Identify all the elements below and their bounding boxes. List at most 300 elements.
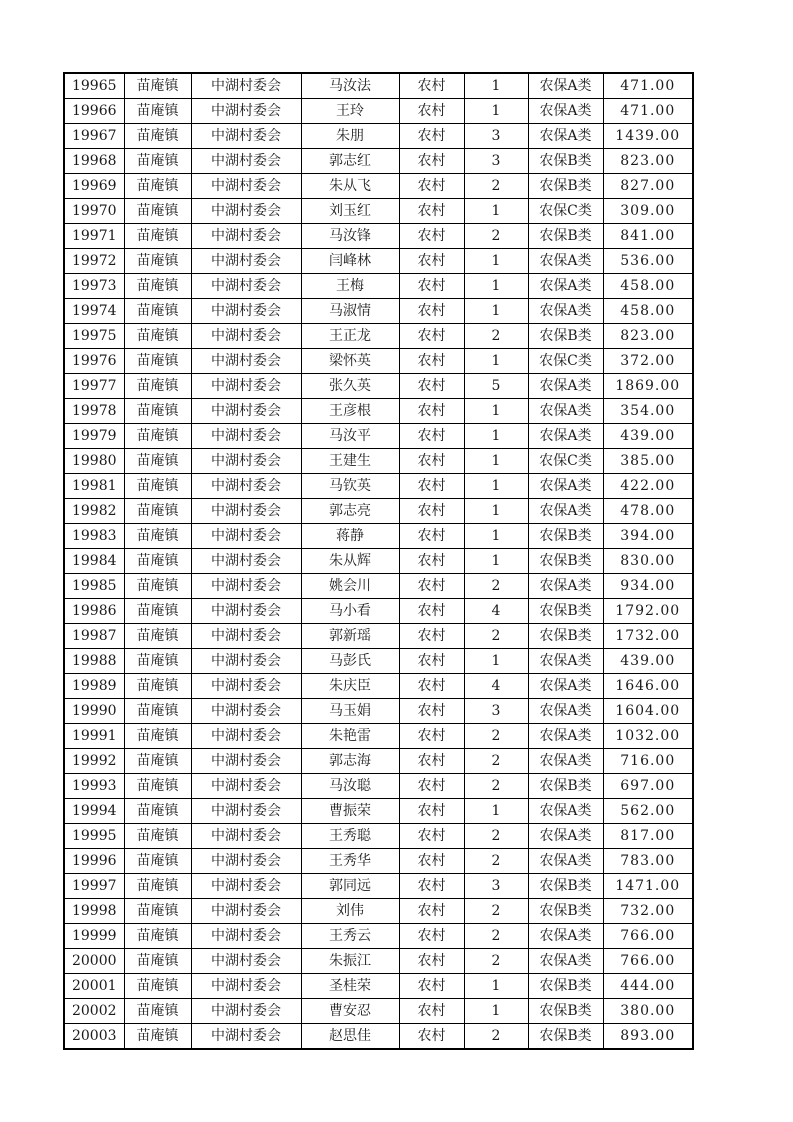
cell-town: 苗庵镇: [124, 724, 191, 749]
cell-residence: 农村: [399, 299, 464, 324]
cell-residence: 农村: [399, 249, 464, 274]
cell-name: 郭志亮: [301, 499, 399, 524]
cell-amount: 372.00: [603, 349, 693, 374]
cell-category: 农保A类: [528, 674, 603, 699]
cell-residence: 农村: [399, 874, 464, 899]
cell-residence: 农村: [399, 474, 464, 499]
cell-persons: 4: [464, 599, 528, 624]
cell-category: 农保A类: [528, 699, 603, 724]
cell-persons: 2: [464, 749, 528, 774]
cell-town: 苗庵镇: [124, 99, 191, 124]
cell-village: 中湖村委会: [191, 424, 301, 449]
cell-category: 农保A类: [528, 649, 603, 674]
cell-name: 朱朋: [301, 124, 399, 149]
cell-persons: 2: [464, 324, 528, 349]
cell-name: 朱从辉: [301, 549, 399, 574]
cell-category: 农保A类: [528, 474, 603, 499]
cell-town: 苗庵镇: [124, 599, 191, 624]
cell-serial: 19969: [64, 174, 124, 199]
cell-village: 中湖村委会: [191, 549, 301, 574]
cell-category: 农保A类: [528, 424, 603, 449]
table-row: [64, 249, 693, 274]
cell-village: 中湖村委会: [191, 274, 301, 299]
cell-residence: 农村: [399, 724, 464, 749]
cell-amount: 439.00: [603, 649, 693, 674]
cell-serial: 19978: [64, 399, 124, 424]
cell-town: 苗庵镇: [124, 1024, 191, 1050]
cell-category: 农保A类: [528, 949, 603, 974]
cell-amount: 380.00: [603, 999, 693, 1024]
cell-serial: 20002: [64, 999, 124, 1024]
cell-village: 中湖村委会: [191, 949, 301, 974]
cell-serial: 20000: [64, 949, 124, 974]
cell-town: 苗庵镇: [124, 849, 191, 874]
cell-serial: 19991: [64, 724, 124, 749]
cell-serial: 19994: [64, 799, 124, 824]
cell-village: 中湖村委会: [191, 774, 301, 799]
cell-town: 苗庵镇: [124, 73, 191, 99]
cell-town: 苗庵镇: [124, 449, 191, 474]
cell-category: 农保B类: [528, 524, 603, 549]
cell-serial: 19966: [64, 99, 124, 124]
table-row: [64, 674, 693, 699]
cell-persons: 1: [464, 474, 528, 499]
cell-persons: 1: [464, 799, 528, 824]
cell-name: 马钦英: [301, 474, 399, 499]
cell-village: 中湖村委会: [191, 299, 301, 324]
table-row: [64, 699, 693, 724]
cell-village: 中湖村委会: [191, 849, 301, 874]
cell-amount: 893.00: [603, 1024, 693, 1050]
cell-town: 苗庵镇: [124, 524, 191, 549]
cell-town: 苗庵镇: [124, 674, 191, 699]
cell-category: 农保B类: [528, 774, 603, 799]
cell-amount: 934.00: [603, 574, 693, 599]
table-row: [64, 199, 693, 224]
cell-persons: 1: [464, 299, 528, 324]
cell-category: 农保B类: [528, 149, 603, 174]
cell-residence: 农村: [399, 824, 464, 849]
cell-persons: 2: [464, 174, 528, 199]
cell-name: 王梅: [301, 274, 399, 299]
cell-persons: 1: [464, 274, 528, 299]
cell-town: 苗庵镇: [124, 649, 191, 674]
table-row: [64, 924, 693, 949]
cell-amount: 766.00: [603, 924, 693, 949]
cell-category: 农保B类: [528, 224, 603, 249]
cell-village: 中湖村委会: [191, 99, 301, 124]
cell-amount: 732.00: [603, 899, 693, 924]
cell-serial: 19968: [64, 149, 124, 174]
cell-town: 苗庵镇: [124, 924, 191, 949]
cell-name: 马汝法: [301, 73, 399, 99]
cell-amount: 471.00: [603, 99, 693, 124]
cell-town: 苗庵镇: [124, 224, 191, 249]
cell-village: 中湖村委会: [191, 174, 301, 199]
cell-name: 张久英: [301, 374, 399, 399]
cell-residence: 农村: [399, 399, 464, 424]
cell-persons: 1: [464, 99, 528, 124]
cell-name: 朱振江: [301, 949, 399, 974]
cell-serial: 19977: [64, 374, 124, 399]
cell-amount: 823.00: [603, 149, 693, 174]
cell-village: 中湖村委会: [191, 349, 301, 374]
cell-amount: 830.00: [603, 549, 693, 574]
cell-residence: 农村: [399, 699, 464, 724]
cell-village: 中湖村委会: [191, 199, 301, 224]
cell-town: 苗庵镇: [124, 424, 191, 449]
cell-persons: 2: [464, 949, 528, 974]
cell-persons: 2: [464, 224, 528, 249]
cell-amount: 1646.00: [603, 674, 693, 699]
cell-amount: 458.00: [603, 299, 693, 324]
table-row: [64, 949, 693, 974]
table-row: [64, 299, 693, 324]
cell-town: 苗庵镇: [124, 324, 191, 349]
cell-village: 中湖村委会: [191, 399, 301, 424]
cell-residence: 农村: [399, 674, 464, 699]
table-row: [64, 749, 693, 774]
cell-persons: 1: [464, 199, 528, 224]
cell-residence: 农村: [399, 274, 464, 299]
table-row: [64, 774, 693, 799]
cell-residence: 农村: [399, 349, 464, 374]
cell-persons: 1: [464, 499, 528, 524]
cell-town: 苗庵镇: [124, 399, 191, 424]
cell-town: 苗庵镇: [124, 699, 191, 724]
cell-village: 中湖村委会: [191, 674, 301, 699]
cell-serial: 19997: [64, 874, 124, 899]
cell-amount: 1032.00: [603, 724, 693, 749]
cell-category: 农保C类: [528, 349, 603, 374]
cell-amount: 471.00: [603, 73, 693, 99]
table-row: [64, 124, 693, 149]
cell-name: 刘玉红: [301, 199, 399, 224]
cell-amount: 439.00: [603, 424, 693, 449]
cell-serial: 19984: [64, 549, 124, 574]
cell-town: 苗庵镇: [124, 974, 191, 999]
cell-residence: 农村: [399, 549, 464, 574]
cell-persons: 1: [464, 449, 528, 474]
table-row: [64, 449, 693, 474]
cell-category: 农保B类: [528, 1024, 603, 1050]
table-row: [64, 224, 693, 249]
cell-name: 马小看: [301, 599, 399, 624]
cell-name: 马玉娟: [301, 699, 399, 724]
cell-amount: 817.00: [603, 824, 693, 849]
table-row: [64, 174, 693, 199]
cell-serial: 19982: [64, 499, 124, 524]
cell-name: 马汝锋: [301, 224, 399, 249]
cell-residence: 农村: [399, 599, 464, 624]
cell-residence: 农村: [399, 224, 464, 249]
cell-residence: 农村: [399, 424, 464, 449]
cell-residence: 农村: [399, 624, 464, 649]
cell-serial: 19998: [64, 899, 124, 924]
cell-persons: 2: [464, 724, 528, 749]
table-row: [64, 974, 693, 999]
cell-amount: 1732.00: [603, 624, 693, 649]
cell-name: 郭同远: [301, 874, 399, 899]
cell-category: 农保A类: [528, 749, 603, 774]
cell-category: 农保A类: [528, 124, 603, 149]
subsidy-records-table: [63, 72, 694, 1050]
cell-name: 曹安忍: [301, 999, 399, 1024]
cell-village: 中湖村委会: [191, 874, 301, 899]
cell-residence: 农村: [399, 974, 464, 999]
table-row: [64, 524, 693, 549]
cell-name: 刘伟: [301, 899, 399, 924]
cell-village: 中湖村委会: [191, 224, 301, 249]
cell-amount: 841.00: [603, 224, 693, 249]
cell-amount: 1471.00: [603, 874, 693, 899]
cell-amount: 697.00: [603, 774, 693, 799]
cell-serial: 19988: [64, 649, 124, 674]
cell-persons: 2: [464, 924, 528, 949]
table-row: [64, 399, 693, 424]
cell-category: 农保A类: [528, 249, 603, 274]
cell-persons: 1: [464, 349, 528, 374]
cell-residence: 农村: [399, 499, 464, 524]
cell-serial: 19983: [64, 524, 124, 549]
cell-name: 朱庆臣: [301, 674, 399, 699]
cell-name: 王彦根: [301, 399, 399, 424]
cell-amount: 1792.00: [603, 599, 693, 624]
cell-persons: 2: [464, 899, 528, 924]
cell-category: 农保A类: [528, 374, 603, 399]
cell-category: 农保B类: [528, 999, 603, 1024]
cell-category: 农保A类: [528, 574, 603, 599]
cell-amount: 394.00: [603, 524, 693, 549]
cell-village: 中湖村委会: [191, 449, 301, 474]
cell-village: 中湖村委会: [191, 524, 301, 549]
table-body: [64, 73, 693, 1049]
cell-serial: 19996: [64, 849, 124, 874]
cell-residence: 农村: [399, 574, 464, 599]
cell-residence: 农村: [399, 524, 464, 549]
cell-persons: 3: [464, 874, 528, 899]
cell-name: 蒋静: [301, 524, 399, 549]
cell-serial: 19973: [64, 274, 124, 299]
cell-category: 农保C类: [528, 449, 603, 474]
table-row: [64, 899, 693, 924]
cell-persons: 5: [464, 374, 528, 399]
table-row: [64, 424, 693, 449]
cell-name: 王秀云: [301, 924, 399, 949]
cell-serial: 19965: [64, 73, 124, 99]
cell-persons: 3: [464, 124, 528, 149]
cell-name: 马汝聪: [301, 774, 399, 799]
table-row: [64, 349, 693, 374]
cell-serial: 19979: [64, 424, 124, 449]
cell-serial: 19975: [64, 324, 124, 349]
cell-village: 中湖村委会: [191, 624, 301, 649]
cell-residence: 农村: [399, 73, 464, 99]
cell-village: 中湖村委会: [191, 124, 301, 149]
cell-serial: 20001: [64, 974, 124, 999]
cell-category: 农保B类: [528, 974, 603, 999]
cell-residence: 农村: [399, 174, 464, 199]
cell-amount: 823.00: [603, 324, 693, 349]
table-row: [64, 824, 693, 849]
cell-village: 中湖村委会: [191, 149, 301, 174]
cell-town: 苗庵镇: [124, 299, 191, 324]
cell-serial: 19976: [64, 349, 124, 374]
table-row: [64, 799, 693, 824]
cell-name: 王秀华: [301, 849, 399, 874]
cell-persons: 1: [464, 649, 528, 674]
table-row: [64, 324, 693, 349]
cell-town: 苗庵镇: [124, 899, 191, 924]
cell-residence: 农村: [399, 999, 464, 1024]
cell-category: 农保B类: [528, 899, 603, 924]
cell-serial: 19989: [64, 674, 124, 699]
table-row: [64, 73, 693, 99]
cell-village: 中湖村委会: [191, 599, 301, 624]
cell-amount: 562.00: [603, 799, 693, 824]
cell-village: 中湖村委会: [191, 574, 301, 599]
cell-serial: 19999: [64, 924, 124, 949]
cell-residence: 农村: [399, 949, 464, 974]
cell-town: 苗庵镇: [124, 474, 191, 499]
cell-amount: 1604.00: [603, 699, 693, 724]
cell-serial: 19980: [64, 449, 124, 474]
cell-name: 圣桂荣: [301, 974, 399, 999]
cell-serial: 19985: [64, 574, 124, 599]
table-row: [64, 1024, 693, 1050]
cell-name: 王秀聪: [301, 824, 399, 849]
cell-village: 中湖村委会: [191, 899, 301, 924]
table-row: [64, 849, 693, 874]
cell-town: 苗庵镇: [124, 749, 191, 774]
table-row: [64, 274, 693, 299]
cell-persons: 1: [464, 974, 528, 999]
cell-town: 苗庵镇: [124, 249, 191, 274]
cell-village: 中湖村委会: [191, 249, 301, 274]
table-row: [64, 724, 693, 749]
table-row: [64, 499, 693, 524]
cell-category: 农保B类: [528, 549, 603, 574]
cell-amount: 1439.00: [603, 124, 693, 149]
cell-category: 农保A类: [528, 799, 603, 824]
cell-serial: 19981: [64, 474, 124, 499]
cell-category: 农保A类: [528, 274, 603, 299]
cell-category: 农保A类: [528, 73, 603, 99]
cell-name: 马彭氏: [301, 649, 399, 674]
cell-name: 郭志海: [301, 749, 399, 774]
cell-town: 苗庵镇: [124, 574, 191, 599]
cell-name: 马汝平: [301, 424, 399, 449]
cell-amount: 354.00: [603, 399, 693, 424]
cell-village: 中湖村委会: [191, 699, 301, 724]
table-row: [64, 149, 693, 174]
cell-serial: 20003: [64, 1024, 124, 1050]
cell-village: 中湖村委会: [191, 799, 301, 824]
cell-name: 郭志红: [301, 149, 399, 174]
cell-residence: 农村: [399, 924, 464, 949]
cell-name: 马淑情: [301, 299, 399, 324]
table-row: [64, 599, 693, 624]
cell-serial: 19986: [64, 599, 124, 624]
cell-category: 农保A类: [528, 924, 603, 949]
cell-amount: 1869.00: [603, 374, 693, 399]
cell-persons: 1: [464, 249, 528, 274]
cell-amount: 783.00: [603, 849, 693, 874]
cell-town: 苗庵镇: [124, 199, 191, 224]
table-row: [64, 624, 693, 649]
cell-residence: 农村: [399, 99, 464, 124]
cell-persons: 2: [464, 849, 528, 874]
cell-persons: 1: [464, 524, 528, 549]
cell-serial: 19990: [64, 699, 124, 724]
cell-village: 中湖村委会: [191, 324, 301, 349]
cell-town: 苗庵镇: [124, 949, 191, 974]
cell-serial: 19974: [64, 299, 124, 324]
cell-persons: 1: [464, 549, 528, 574]
cell-name: 梁怀英: [301, 349, 399, 374]
cell-category: 农保B类: [528, 624, 603, 649]
cell-persons: 1: [464, 73, 528, 99]
table-row: [64, 374, 693, 399]
cell-residence: 农村: [399, 324, 464, 349]
cell-residence: 农村: [399, 799, 464, 824]
cell-village: 中湖村委会: [191, 999, 301, 1024]
table-row: [64, 474, 693, 499]
cell-persons: 3: [464, 699, 528, 724]
cell-persons: 2: [464, 774, 528, 799]
cell-town: 苗庵镇: [124, 374, 191, 399]
cell-serial: 19972: [64, 249, 124, 274]
cell-town: 苗庵镇: [124, 624, 191, 649]
cell-category: 农保A类: [528, 499, 603, 524]
cell-amount: 827.00: [603, 174, 693, 199]
cell-category: 农保B类: [528, 174, 603, 199]
cell-village: 中湖村委会: [191, 974, 301, 999]
cell-town: 苗庵镇: [124, 874, 191, 899]
cell-name: 朱艳雷: [301, 724, 399, 749]
cell-serial: 19992: [64, 749, 124, 774]
cell-village: 中湖村委会: [191, 724, 301, 749]
cell-town: 苗庵镇: [124, 124, 191, 149]
cell-name: 王建生: [301, 449, 399, 474]
cell-amount: 309.00: [603, 199, 693, 224]
cell-category: 农保A类: [528, 99, 603, 124]
table-row: [64, 999, 693, 1024]
table-row: [64, 874, 693, 899]
cell-residence: 农村: [399, 899, 464, 924]
cell-town: 苗庵镇: [124, 349, 191, 374]
cell-amount: 536.00: [603, 249, 693, 274]
cell-amount: 422.00: [603, 474, 693, 499]
cell-residence: 农村: [399, 449, 464, 474]
cell-serial: 19993: [64, 774, 124, 799]
cell-name: 赵思佳: [301, 1024, 399, 1050]
cell-residence: 农村: [399, 849, 464, 874]
cell-amount: 716.00: [603, 749, 693, 774]
cell-residence: 农村: [399, 149, 464, 174]
cell-serial: 19971: [64, 224, 124, 249]
table-row: [64, 649, 693, 674]
cell-residence: 农村: [399, 749, 464, 774]
cell-residence: 农村: [399, 374, 464, 399]
cell-serial: 19987: [64, 624, 124, 649]
table-row: [64, 99, 693, 124]
cell-village: 中湖村委会: [191, 749, 301, 774]
cell-category: 农保A类: [528, 849, 603, 874]
cell-town: 苗庵镇: [124, 549, 191, 574]
cell-persons: 1: [464, 399, 528, 424]
cell-amount: 766.00: [603, 949, 693, 974]
